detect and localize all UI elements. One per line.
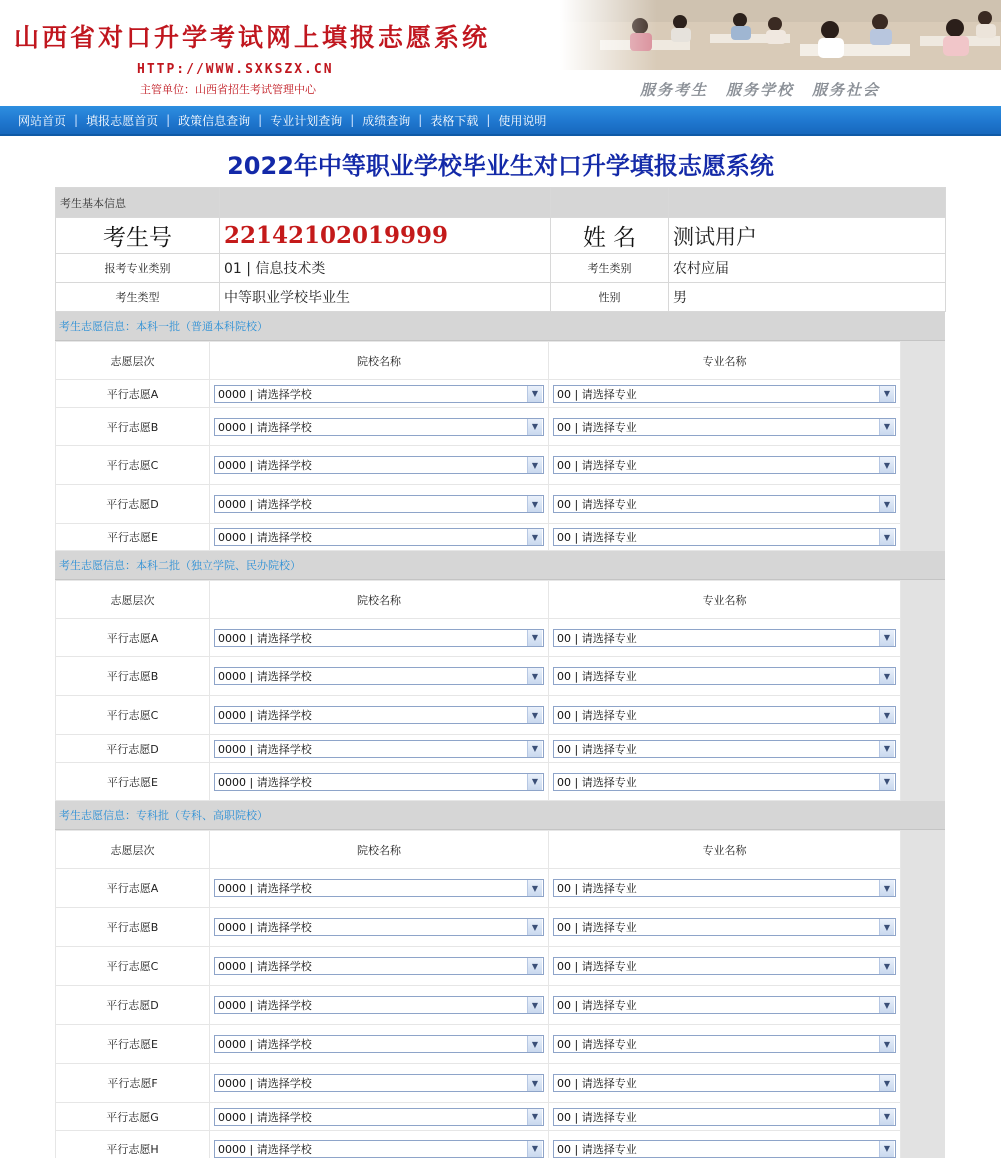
slogan-society: 服务社会 (812, 81, 881, 99)
school-select[interactable] (214, 879, 544, 897)
volunteer-section-title-undergrad-batch1: 考生志愿信息：本科一批（普通本科院校） (55, 312, 945, 341)
student-category-label: 考生类别 (551, 254, 669, 283)
school-select-cell (210, 657, 549, 696)
chevron-down-icon[interactable]: ▼ (879, 1109, 894, 1125)
volunteer-row (56, 696, 901, 735)
school-select-cell (210, 908, 549, 947)
volunteer-level-label: 平行志愿F (56, 1064, 210, 1103)
major-select[interactable] (553, 667, 896, 685)
volunteer-row (56, 485, 901, 524)
column-header-level: 志愿层次 (56, 342, 210, 380)
chevron-down-icon[interactable]: ▼ (879, 386, 894, 402)
major-select-value: 00 | 请选择专业 (557, 498, 637, 511)
major-select-cell (549, 524, 901, 551)
school-select-cell (210, 869, 549, 908)
major-select-cell (549, 735, 901, 763)
volunteer-level-label: 平行志愿D (56, 986, 210, 1025)
major-select-cell (549, 869, 901, 908)
school-select-cell (210, 1131, 549, 1158)
volunteer-table-header (56, 831, 901, 869)
major-select-value: 00 | 请选择专业 (557, 742, 637, 756)
major-select-value: 00 | 请选择专业 (557, 531, 637, 544)
school-select[interactable] (214, 1108, 544, 1126)
school-select-value: 0000 | 请选择学校 (218, 631, 312, 645)
school-select[interactable] (214, 629, 544, 647)
volunteer-groups (55, 312, 945, 1158)
chevron-down-icon[interactable]: ▼ (879, 997, 894, 1013)
major-select-value: 00 | 请选择专业 (557, 1142, 637, 1156)
volunteer-level-label: 平行志愿C (56, 696, 210, 735)
nav-separator: | (74, 113, 79, 127)
volunteer-row (56, 986, 901, 1025)
major-select-cell (549, 1025, 901, 1064)
school-select[interactable] (214, 418, 544, 436)
volunteer-table-header (56, 581, 901, 619)
major-select-cell (549, 1131, 901, 1158)
school-select-value: 0000 | 请选择学校 (218, 1142, 312, 1156)
school-select-value: 0000 | 请选择学校 (218, 498, 312, 511)
chevron-down-icon[interactable]: ▼ (527, 774, 542, 790)
school-select[interactable] (214, 528, 544, 546)
school-select-cell (210, 735, 549, 763)
volunteer-level-label: 平行志愿B (56, 408, 210, 446)
volunteer-table-header (56, 342, 901, 380)
column-header-level: 志愿层次 (56, 581, 210, 619)
major-select[interactable] (553, 740, 896, 758)
school-select-value: 0000 | 请选择学校 (218, 1110, 312, 1124)
school-select-value: 0000 | 请选择学校 (218, 742, 312, 756)
name-value: 测试用户 (669, 218, 946, 254)
volunteer-row (56, 763, 901, 801)
volunteer-level-label: 平行志愿C (56, 446, 210, 485)
volunteer-level-label: 平行志愿A (56, 380, 210, 408)
school-select-cell (210, 408, 549, 446)
slogan-schools: 服务学校 (726, 81, 795, 99)
chevron-down-icon[interactable]: ▼ (527, 386, 542, 402)
chevron-down-icon[interactable]: ▼ (527, 529, 542, 545)
nav-separator: | (350, 113, 355, 127)
school-select-value: 0000 | 请选择学校 (218, 459, 312, 472)
school-select-cell (210, 947, 549, 986)
chevron-down-icon[interactable]: ▼ (527, 668, 542, 684)
volunteer-row (56, 1064, 901, 1103)
school-select-cell (210, 1064, 549, 1103)
exam-no-label: 考生号 (56, 218, 220, 254)
major-select-cell (549, 947, 901, 986)
nav-separator: | (486, 113, 491, 127)
major-select[interactable] (553, 629, 896, 647)
volunteer-section-title-undergrad-batch2: 考生志愿信息：本科二批（独立学院、民办院校） (55, 551, 945, 580)
chevron-down-icon[interactable]: ▼ (879, 919, 894, 935)
site-sponsor: 主管单位：山西省招生考试管理中心 (140, 83, 316, 96)
volunteer-table (55, 830, 901, 1158)
volunteer-level-label: 平行志愿B (56, 908, 210, 947)
major-select[interactable] (553, 495, 896, 513)
column-header-level: 志愿层次 (56, 831, 210, 869)
volunteer-level-label: 平行志愿C (56, 947, 210, 986)
chevron-down-icon[interactable]: ▼ (879, 741, 894, 757)
major-select[interactable] (553, 996, 896, 1014)
school-select[interactable] (214, 740, 544, 758)
chevron-down-icon[interactable]: ▼ (879, 958, 894, 974)
major-select[interactable] (553, 706, 896, 724)
volunteer-group-vocational-batch (55, 830, 945, 1158)
nav-policy-query[interactable]: 政策信息查询 (178, 113, 251, 128)
volunteer-row (56, 735, 901, 763)
chevron-down-icon[interactable]: ▼ (527, 1109, 542, 1125)
school-select[interactable] (214, 957, 544, 975)
column-header-school: 院校名称 (210, 831, 549, 869)
school-select[interactable] (214, 667, 544, 685)
basic-info-table (55, 187, 946, 312)
school-select[interactable] (214, 495, 544, 513)
exam-no-value: 22142102019999 (220, 218, 551, 254)
nav-separator: | (258, 113, 263, 127)
major-select[interactable] (553, 773, 896, 791)
major-select-cell (549, 446, 901, 485)
volunteer-row (56, 947, 901, 986)
major-select[interactable] (553, 1140, 896, 1158)
volunteer-level-label: 平行志愿A (56, 869, 210, 908)
major-select-cell (549, 986, 901, 1025)
major-select-value: 00 | 请选择专业 (557, 1038, 637, 1051)
school-select-value: 0000 | 请选择学校 (218, 531, 312, 544)
chevron-down-icon[interactable]: ▼ (527, 1141, 542, 1157)
chevron-down-icon[interactable]: ▼ (527, 741, 542, 757)
basic-info-section-bar (669, 188, 946, 218)
major-select-cell (549, 408, 901, 446)
volunteer-table (55, 580, 901, 801)
school-select[interactable] (214, 773, 544, 791)
header-banner-photo (560, 0, 1001, 70)
nav-separator: | (166, 113, 171, 127)
chevron-down-icon[interactable]: ▼ (879, 880, 894, 896)
volunteer-row (56, 908, 901, 947)
chevron-down-icon[interactable]: ▼ (527, 880, 542, 896)
site-url[interactable]: HTTP://WWW.SXKSZX.CN (137, 62, 334, 77)
school-select-value: 0000 | 请选择学校 (218, 709, 312, 722)
major-select[interactable] (553, 879, 896, 897)
chevron-down-icon[interactable]: ▼ (879, 707, 894, 723)
header-slogans (640, 79, 880, 100)
chevron-down-icon[interactable]: ▼ (527, 958, 542, 974)
volunteer-row (56, 446, 901, 485)
volunteer-level-label: 平行志愿H (56, 1131, 210, 1158)
chevron-down-icon[interactable]: ▼ (527, 496, 542, 512)
column-header-school: 院校名称 (210, 581, 549, 619)
volunteer-row (56, 408, 901, 446)
volunteer-row (56, 619, 901, 657)
volunteer-row (56, 1131, 901, 1158)
volunteer-section-title-vocational-batch: 考生志愿信息：专科批（专科、高职院校） (55, 801, 945, 830)
chevron-down-icon[interactable]: ▼ (879, 1036, 894, 1052)
student-type-label: 考生类型 (56, 283, 220, 312)
chevron-down-icon[interactable]: ▼ (879, 1141, 894, 1157)
major-select-value: 00 | 请选择专业 (557, 921, 637, 934)
major-select[interactable] (553, 918, 896, 936)
school-select-value: 0000 | 请选择学校 (218, 670, 312, 683)
gender-label: 性别 (551, 283, 669, 312)
volunteer-group-undergrad-batch2 (55, 580, 945, 801)
chevron-down-icon[interactable]: ▼ (879, 668, 894, 684)
school-select[interactable] (214, 1035, 544, 1053)
volunteer-row (56, 1103, 901, 1131)
slogan-students: 服务考生 (640, 81, 709, 99)
major-select-value: 00 | 请选择专业 (557, 1077, 637, 1090)
school-select-cell (210, 619, 549, 657)
major-select[interactable] (553, 1074, 896, 1092)
major-select[interactable] (553, 957, 896, 975)
major-select[interactable] (553, 528, 896, 546)
chevron-down-icon[interactable]: ▼ (879, 630, 894, 646)
basic-info-section-label: 考生基本信息 (56, 188, 220, 218)
chevron-down-icon[interactable]: ▼ (527, 419, 542, 435)
student-type-value: 中等职业学校毕业生 (220, 283, 551, 312)
major-select[interactable] (553, 385, 896, 403)
chevron-down-icon[interactable]: ▼ (879, 774, 894, 790)
major-select-value: 00 | 请选择专业 (557, 882, 637, 895)
volunteer-table (55, 341, 901, 551)
school-select[interactable] (214, 1140, 544, 1158)
major-select-value: 00 | 请选择专业 (557, 387, 637, 401)
school-select-value: 0000 | 请选择学校 (218, 775, 312, 789)
major-select-cell (549, 485, 901, 524)
volunteer-level-label: 平行志愿D (56, 735, 210, 763)
volunteer-level-label: 平行志愿D (56, 485, 210, 524)
major-select-cell (549, 380, 901, 408)
basic-info-section-bar (551, 188, 669, 218)
school-select[interactable] (214, 1074, 544, 1092)
volunteer-row (56, 657, 901, 696)
chevron-down-icon[interactable]: ▼ (527, 1075, 542, 1091)
volunteer-row (56, 869, 901, 908)
school-select-cell (210, 986, 549, 1025)
column-header-major: 专业名称 (549, 342, 901, 380)
volunteer-level-label: 平行志愿E (56, 763, 210, 801)
major-select-value: 00 | 请选择专业 (557, 631, 637, 645)
page-title: 2022年中等职业学校毕业生对口升学填报志愿系统 (227, 152, 774, 180)
volunteer-row (56, 524, 901, 551)
school-select-cell (210, 1025, 549, 1064)
school-select[interactable] (214, 456, 544, 474)
major-select-cell (549, 696, 901, 735)
major-select-cell (549, 908, 901, 947)
volunteer-level-label: 平行志愿A (56, 619, 210, 657)
chevron-down-icon[interactable]: ▼ (527, 997, 542, 1013)
school-select-value: 0000 | 请选择学校 (218, 420, 312, 434)
chevron-down-icon[interactable]: ▼ (527, 630, 542, 646)
chevron-down-icon[interactable]: ▼ (879, 419, 894, 435)
volunteer-level-label: 平行志愿E (56, 524, 210, 551)
volunteer-level-label: 平行志愿B (56, 657, 210, 696)
volunteer-level-label: 平行志愿E (56, 1025, 210, 1064)
volunteer-row (56, 380, 901, 408)
nav-apply-home[interactable]: 填报志愿首页 (86, 113, 159, 128)
major-select[interactable] (553, 418, 896, 436)
school-select-cell (210, 763, 549, 801)
major-select-cell (549, 1064, 901, 1103)
student-category-value: 农村应届 (669, 254, 946, 283)
basic-info-section-bar (220, 188, 551, 218)
volunteer-row (56, 1025, 901, 1064)
chevron-down-icon[interactable]: ▼ (879, 529, 894, 545)
major-select[interactable] (553, 1108, 896, 1126)
column-header-major: 专业名称 (549, 831, 901, 869)
nav-home[interactable]: 网站首页 (18, 113, 67, 128)
major-select-value: 00 | 请选择专业 (557, 709, 637, 722)
major-select[interactable] (553, 1035, 896, 1053)
major-select-cell (549, 619, 901, 657)
volunteer-group-undergrad-batch1 (55, 341, 945, 551)
nav-forms-download[interactable]: 表格下载 (430, 113, 479, 128)
site-title: 山西省对口升学考试网上填报志愿系统 (14, 23, 491, 52)
major-select-value: 00 | 请选择专业 (557, 775, 637, 789)
name-label: 姓 名 (551, 218, 669, 254)
application-form (55, 187, 945, 1158)
major-select-value: 00 | 请选择专业 (557, 1110, 637, 1124)
major-select-cell (549, 1103, 901, 1131)
major-select-value: 00 | 请选择专业 (557, 670, 637, 683)
school-select-value: 0000 | 请选择学校 (218, 960, 312, 973)
nav-separator: | (418, 113, 423, 127)
major-select-value: 00 | 请选择专业 (557, 420, 637, 434)
school-select[interactable] (214, 385, 544, 403)
major-select-value: 00 | 请选择专业 (557, 999, 637, 1012)
school-select-cell (210, 524, 549, 551)
school-select-value: 0000 | 请选择学校 (218, 387, 312, 401)
major-select-cell (549, 657, 901, 696)
school-select[interactable] (214, 918, 544, 936)
school-select[interactable] (214, 706, 544, 724)
main-nav (0, 106, 1001, 136)
chevron-down-icon[interactable]: ▼ (879, 457, 894, 473)
school-select-value: 0000 | 请选择学校 (218, 1038, 312, 1051)
chevron-down-icon[interactable]: ▼ (527, 457, 542, 473)
school-select-cell (210, 485, 549, 524)
major-category-label: 报考专业类别 (56, 254, 220, 283)
school-select-cell (210, 380, 549, 408)
major-select[interactable] (553, 456, 896, 474)
gender-value: 男 (669, 283, 946, 312)
school-select-cell (210, 696, 549, 735)
nav-score-query[interactable]: 成绩查询 (362, 113, 411, 128)
volunteer-level-label: 平行志愿G (56, 1103, 210, 1131)
nav-plan-query[interactable]: 专业计划查询 (270, 113, 343, 128)
chevron-down-icon[interactable]: ▼ (527, 707, 542, 723)
major-category-value: 01 | 信息技术类 (220, 254, 551, 283)
chevron-down-icon[interactable]: ▼ (879, 1075, 894, 1091)
nav-instructions[interactable]: 使用说明 (498, 113, 547, 128)
school-select-cell (210, 1103, 549, 1131)
school-select-value: 0000 | 请选择学校 (218, 999, 312, 1012)
school-select-value: 0000 | 请选择学校 (218, 921, 312, 934)
major-select-value: 00 | 请选择专业 (557, 960, 637, 973)
chevron-down-icon[interactable]: ▼ (527, 919, 542, 935)
chevron-down-icon[interactable]: ▼ (879, 496, 894, 512)
major-select-cell (549, 763, 901, 801)
school-select-cell (210, 446, 549, 485)
column-header-school: 院校名称 (210, 342, 549, 380)
chevron-down-icon[interactable]: ▼ (527, 1036, 542, 1052)
school-select-value: 0000 | 请选择学校 (218, 882, 312, 895)
school-select-value: 0000 | 请选择学校 (218, 1077, 312, 1090)
column-header-major: 专业名称 (549, 581, 901, 619)
site-header (0, 0, 1001, 106)
school-select[interactable] (214, 996, 544, 1014)
major-select-value: 00 | 请选择专业 (557, 459, 637, 472)
